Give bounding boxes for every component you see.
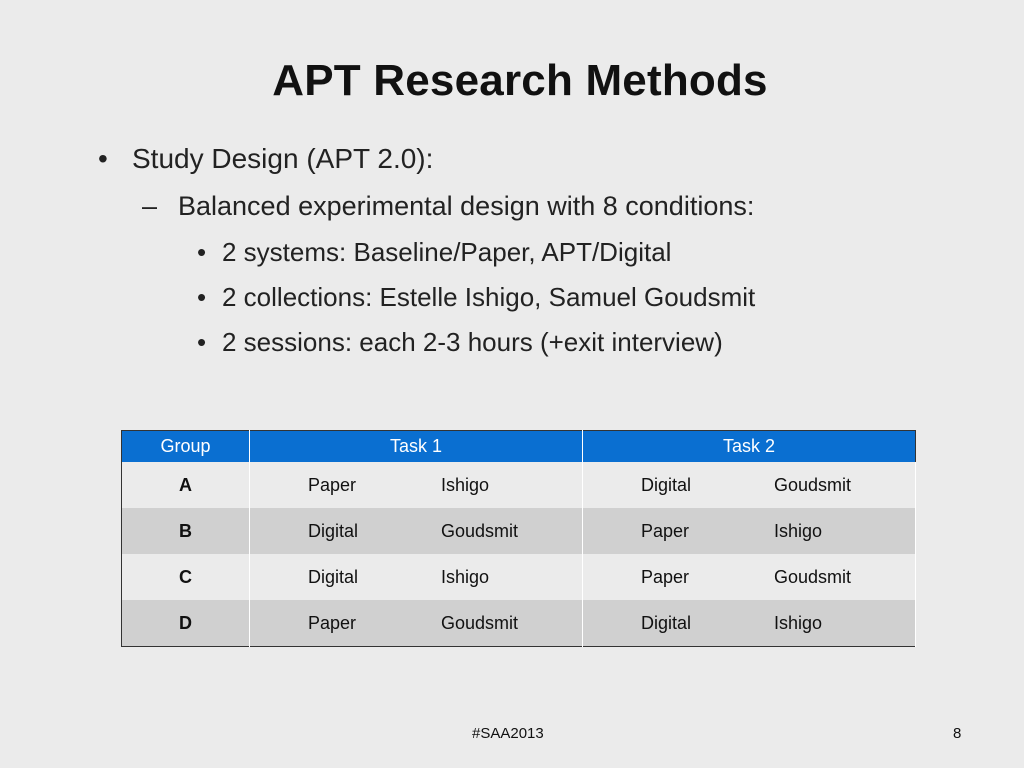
table-cell: Goudsmit xyxy=(403,600,583,647)
bullet-text: 2 systems: Baseline/Paper, APT/Digital xyxy=(222,237,672,267)
bullet-level3-sessions xyxy=(197,327,723,358)
bullet-level3-systems xyxy=(197,237,672,268)
table-row xyxy=(122,554,916,600)
group-cell: B xyxy=(122,508,250,554)
group-cell: D xyxy=(122,600,250,647)
table-row xyxy=(122,462,916,508)
table-header-row xyxy=(122,431,916,463)
bullet-text: 2 sessions: each 2-3 hours (+exit interview) xyxy=(222,327,723,357)
bullet-level2 xyxy=(142,191,755,222)
slide-title: APT Research Methods xyxy=(272,56,768,105)
conditions-table xyxy=(121,430,916,647)
table-cell: Goudsmit xyxy=(736,462,916,508)
bullet-text: Study Design (APT 2.0): xyxy=(132,143,434,174)
group-cell: C xyxy=(122,554,250,600)
bullet-marker: • xyxy=(197,282,207,312)
table-cell: Digital xyxy=(583,462,737,508)
table-cell: Ishigo xyxy=(736,600,916,647)
bullet-marker: • xyxy=(197,327,207,357)
header-task2: Task 2 xyxy=(583,431,916,463)
table-cell: Paper xyxy=(583,554,737,600)
table-row xyxy=(122,600,916,647)
table-cell: Digital xyxy=(250,508,404,554)
table-cell: Digital xyxy=(250,554,404,600)
table-cell: Paper xyxy=(250,600,404,647)
table-cell: Paper xyxy=(583,508,737,554)
table-cell: Digital xyxy=(583,600,737,647)
table-cell: Goudsmit xyxy=(403,508,583,554)
group-cell: A xyxy=(122,462,250,508)
slide-number: 8 xyxy=(953,725,962,742)
bullet-marker: • xyxy=(197,237,207,267)
table-cell: Goudsmit xyxy=(736,554,916,600)
bullet-text: 2 collections: Estelle Ishigo, Samuel Goudsmit xyxy=(222,282,756,312)
bullet-text: Balanced experimental design with 8 conditions: xyxy=(178,191,755,221)
table-cell: Ishigo xyxy=(736,508,916,554)
dash-marker: – xyxy=(142,191,158,221)
header-task1: Task 1 xyxy=(250,431,583,463)
table-cell: Paper xyxy=(250,462,404,508)
bullet-level3-collections xyxy=(197,282,756,313)
table-cell: Ishigo xyxy=(403,462,583,508)
table-cell: Ishigo xyxy=(403,554,583,600)
footer-hashtag: #SAA2013 xyxy=(472,725,544,742)
table-row xyxy=(122,508,916,554)
header-group: Group xyxy=(122,431,250,463)
bullet-level1 xyxy=(98,143,434,175)
bullet-marker: • xyxy=(98,143,108,174)
